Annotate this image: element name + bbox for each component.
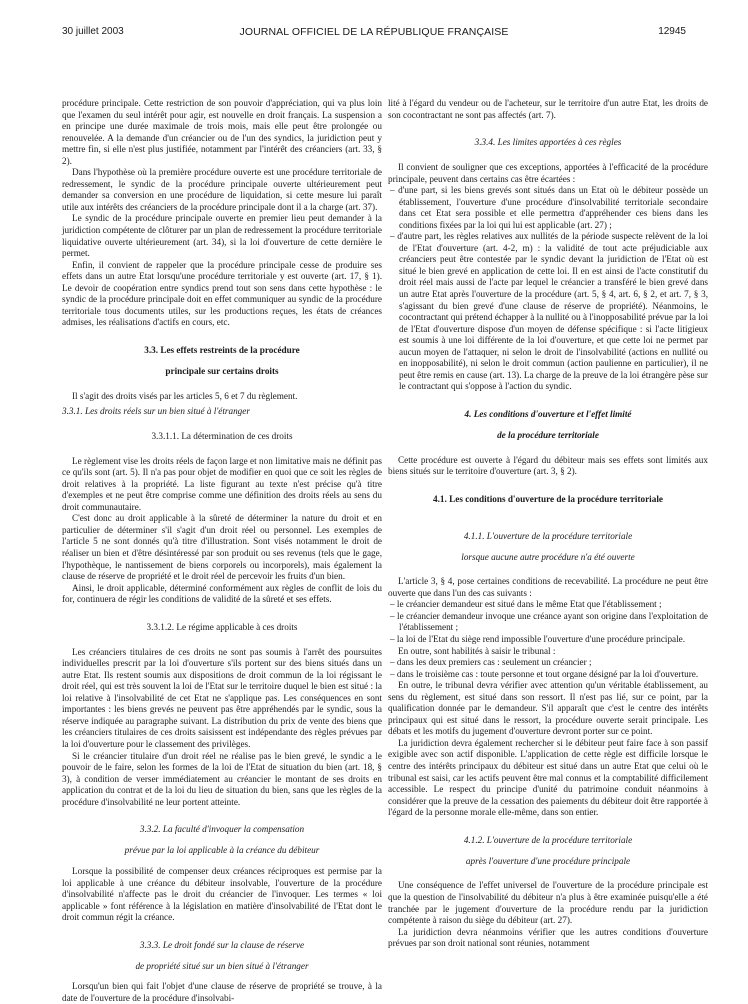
paragraph: lité à l'égard du vendeur ou de l'acheteur, sur le territoire d'un autre Etat, les droits de son cocontractant ne sont pas affectés (art. 7). bbox=[388, 98, 708, 120]
subsection-heading-3-3-2-line1: 3.3.2. La faculté d'invoquer la compensation bbox=[139, 824, 305, 835]
section-heading-3-3-line2: principale sur certains droits bbox=[165, 365, 279, 376]
paragraph: La juridiction devra néanmoins vérifier que les autres conditions d'ouverture prévues par son droit national sont réunies, notamment bbox=[388, 926, 708, 949]
right-column bbox=[388, 98, 708, 950]
left-column bbox=[62, 98, 382, 1004]
paragraph: Lorsqu'un bien qui fait l'objet d'une clause de réserve de propriété se trouve, à la date de l'ouverture de la procédure d'insolvabi- bbox=[62, 981, 382, 1003]
paragraph: Il s'agit des droits visés par les articles 5, 6 et 7 du règlement. bbox=[72, 390, 298, 401]
subsection-heading-3-3-4: 3.3.4. Les limites apportées à ces règles bbox=[474, 137, 622, 148]
list-item: – le créancier demandeur invoque une créance ayant son origine dans l'exploitation de l'établissement ; bbox=[390, 610, 708, 633]
paragraph: procédure principale. Cette restriction de son pouvoir d'appréciation, qui va plus loin que l'examen du seul intérêt pour agir, est nouvelle en droit français. La suspension a en principe une durée maximale de trois mois, mais elle peut être prolongée ou renouvelée. A la demande d'un créancier ou de l'un des syndics, la juridiction peut y mettre fin, si elle n'est plus justifiée, notamment par l'intérêt des créanciers (art. 33, § 2). bbox=[62, 98, 382, 166]
paragraph: Le règlement vise les droits réels de façon large et non limitative mais ne définit pas ce qu'ils sont (art. 5). Il n'a pas pour objet de modifier en quoi que ce soit les règles de droit relatives à la propriété. La liste figurant au texte n'est précise qu'à titre d'exemples et ne peut être comprise comme une définition des droits réels au sens du droit communautaire. bbox=[62, 455, 382, 512]
list-item: – d'autre part, les règles relatives aux nullités de la période suspecte relèvent de la loi de l'Etat d'ouverture (art. 4-2, m) : la validité de tout acte préjudiciable aux créanciers peut être contestée par le syndic devant la juridiction de l'Etat où est situé le bien grevé en application de cette loi. Il en est ainsi de l'acte constitutif du droit réel mais aussi de l'acte par lequel le créancier a transféré le bien grevé dans un autre Etat après l'ouverture de la procédure (art. 5, § 4, art. 6, § 2, et art. 7, § 3, s'agissant du bien grevé d'une clause de réserve de propriété). Néanmoins, le cocontractant qui prétend échapper à la nullité ou à l'inopposabilité prévue par la loi de l'Etat d'ouverture dispose d'un moyen de défense spécifique : si l'acte litigieux est soumis à une loi différente de la loi d'ouverture, et que cette loi ne permet par aucun moyen de l'attaquer, ni selon le droit de l'insolvabilité (actions en nullité ou en inopposabilité), ni selon le droit commun (action paulienne en particulier), il ne peut être remis en cause (art. 13). La charge de la preuve de la loi étrangère pèse sur le contractant qui s'oppose à l'action du syndic. bbox=[390, 231, 708, 392]
header-date: 30 juillet 2003 bbox=[62, 26, 124, 37]
paragraph: Cette procédure est ouverte à l'égard du débiteur mais ses effets sont limités aux biens situés sur le territoire d'ouverture (art. 3, § 2). bbox=[388, 454, 708, 477]
section-heading-4-line2: de la procédure territoriale bbox=[497, 429, 599, 440]
paragraph: L'article 3, § 4, pose certaines conditions de recevabilité. La procédure ne peut être ouverte que dans l'un des cas suivants : bbox=[388, 576, 708, 598]
paragraph: Le syndic de la procédure principale ouverte en premier lieu peut demander à la juridiction compétente de clôturer par un plan de redressement la procédure territoriale liquidative ouverte ultérieurement (art. 34), si la loi d'ouverture de cette dernière le permet. bbox=[62, 213, 382, 259]
subsection-heading-4-1-1-line2: lorsque aucune autre procédure n'a été ouverte bbox=[461, 551, 635, 562]
subsection-heading-3-3-3-line1: 3.3.3. Le droit fondé sur la clause de réserve bbox=[139, 939, 305, 950]
subsection-heading-4-1-1-line1: 4.1.1. L'ouverture de la procédure territoriale bbox=[463, 530, 633, 541]
paragraph: Les créanciers titulaires de ces droits ne sont pas soumis à l'arrêt des poursuites individuelles prescrit par la loi d'ouverture s'ils portent sur des biens situés dans un autre Etat. Ils restent soumis aux dispositions de droit commun de la loi régissant le droit réel, qui est très souvent la loi de l'Etat sur le territoire duquel le bien est situé : la loi relative à l'insolvabilité de cet Etat ne s'applique pas. Les conséquences en sont importantes : les biens grevés ne peuvent pas être appréhendés par le syndic, sous la réserve indiquée au paragraphe suivant. La distribution du prix de vente des biens que les créanciers titulaires de ces droits saisissent est indépendante des règles prévues par la loi d'ouverture pour le classement des privilèges. bbox=[62, 646, 382, 750]
list-item: – le créancier demandeur est situé dans le même Etat que l'établissement ; bbox=[390, 599, 662, 610]
subsection-heading-3-3-1-1: 3.3.1.1. La détermination de ces droits bbox=[151, 430, 293, 441]
subsection-heading-3-3-1-2: 3.3.1.2. Le régime applicable à ces droits bbox=[146, 621, 298, 632]
subsection-heading-3-3-1: 3.3.1. Les droits réels sur un bien situé à l'étranger bbox=[62, 406, 250, 417]
section-heading-3-3-line1: 3.3. Les effets restreints de la procédure bbox=[144, 345, 300, 356]
paragraph: La juridiction devra également rechercher si le débiteur peut faire face à son passif exigible avec son actif disponible. L'application de cette règle est difficile lorsque le centre des intérêts principaux du débiteur est situé dans un autre Etat que celui où le tribunal est saisi, car les actifs peuvent être mal connus et la comptabilité difficilement accessible. Le respect du principe d'unité du patrimoine conduit néanmoins à considérer que la preuve de la cessation des paiements du débiteur doit être rapportée à l'égard de la personne morale elle-même, dans son entier. bbox=[388, 737, 708, 818]
paragraph: Une conséquence de l'effet universel de l'ouverture de la procédure principale est que la question de l'insolvabilité du débiteur n'a plus à être examinée puisqu'elle a été tranchée par le jugement d'ouverture de la procédure rendu par la juridiction compétente à raison du siège du débiteur (art. 27). bbox=[388, 880, 708, 926]
header-page-number: 12945 bbox=[658, 26, 686, 37]
list-item: – dans le troisième cas : toute personne et tout organe désigné par la loi d'ouverture. bbox=[390, 668, 699, 679]
paragraph: Il convient de souligner que ces exceptions, apportées à l'efficacité de la procédure principale, peuvent dans certains cas être écartées : bbox=[388, 162, 708, 184]
header-title: JOURNAL OFFICIEL DE LA RÉPUBLIQUE FRANÇAISE bbox=[239, 26, 509, 38]
page-header bbox=[0, 0, 748, 40]
paragraph: En outre, le tribunal devra vérifier avec attention qu'un véritable établissement, au sens du règlement, est situé dans son ressort. Il n'est pas lié, sur ce point, par la qualification donnée par le demandeur. S'il apparaît que c'est le centre des intérêts principaux qui est situé dans le ressort, la procédure ouverte serait principale. Les débats et les motifs du jugement d'ouverture devront porter sur ce point. bbox=[388, 680, 708, 737]
subsection-heading-3-3-3-line2: de propriété situé sur un bien situé à l'étranger bbox=[135, 960, 309, 971]
section-heading-4-line1: 4. Les conditions d'ouverture et l'effet limité bbox=[464, 409, 632, 420]
subsection-heading-3-3-2-line2: prévue par la loi applicable à la créance du débiteur bbox=[124, 845, 320, 856]
list-item: – la loi de l'Etat du siège rend impossible l'ouverture d'une procédure principale. bbox=[390, 634, 686, 645]
paragraph: En outre, sont habilités à saisir le tribunal : bbox=[398, 645, 556, 656]
list-item: – d'une part, si les biens grevés sont situés dans un Etat où le débiteur possède un établissement, l'ouverture d'une procédure d'insolvabilité territoriale secondaire dans cet Etat sera possible et elle permettra d'appréhender ces biens dans les conditions fixées par la loi qui lui est applicable (art. 27) ; bbox=[390, 185, 708, 230]
paragraph: Lorsque la possibilité de compenser deux créances réciproques est permise par la loi applicable à une créance du débiteur insolvable, l'ouverture de la procédure d'insolvabilité n'affecte pas le droit du créancier de l'invoquer. Les termes « loi applicable » font référence à la législation en matière d'insolvabilité de l'Etat dont le droit commun régit la créance. bbox=[62, 865, 382, 923]
list-item: – dans les deux premiers cas : seulement un créancier ; bbox=[390, 657, 592, 668]
paragraph: Si le créancier titulaire d'un droit réel ne réalise pas le bien grevé, le syndic a le pouvoir de le faire, selon les formes de la loi de l'Etat de situation du bien (art. 18, § 3), à condition de verser immédiatement au créancier le montant de ses droits en application du contrat et de la loi du lieu de situation du bien, sans que les règles de la procédure d'insolvabilité ne leur portent atteinte. bbox=[62, 750, 382, 807]
subsection-heading-4-1-2-line2: après l'ouverture d'une procédure principale bbox=[465, 855, 631, 866]
paragraph: C'est donc au droit applicable à la sûreté de déterminer la nature du droit et en particulier de déterminer s'il s'agit d'un droit réel ou personnel. Les exemples de l'article 5 ne sont donnés qu'à titre d'illustration. Sont visés notamment le droit de réaliser un bien et d'être désintéressé par son produit ou ses revenus (tels que le gage, l'hypothèque, le nantissement de biens corporels ou incorporels), mais également la clause de réserve de propriété et le droit réel de percevoir les fruits d'un bien. bbox=[62, 513, 382, 582]
section-heading-4-1: 4.1. Les conditions d'ouverture de la procédure territoriale bbox=[433, 493, 663, 504]
subsection-heading-4-1-2-line1: 4.1.2. L'ouverture de la procédure territoriale bbox=[463, 834, 633, 845]
paragraph: Enfin, il convient de rappeler que la procédure principale cesse de produire ses effets dans un autre Etat lorsqu'une procédure territoriale y est ouverte (art. 17, § 1). Le devoir de coopération entre syndics prend tout son sens dans cette hypothèse : le syndic de la procédure principale doit en effet communiquer au syndic de la procédure territoriale tous documents utiles, sur les productions reçues, les états de créances admises, les réalisations d'actifs en cours, etc. bbox=[62, 259, 382, 328]
paragraph: Ainsi, le droit applicable, déterminé conformément aux règles de conflit de lois du for, continuera de régir les conditions de validité de la sûreté et ses effets. bbox=[62, 582, 382, 605]
paragraph: Dans l'hypothèse où la première procédure ouverte est une procédure territoriale de redressement, le syndic de la procédure principale ouverte ultérieurement peut demander sa conversion en une procédure de liquidation, si cette mesure lui paraît utile aux intérêts des créanciers de la procédure principale dont il a la charge (art. 37). bbox=[62, 167, 382, 212]
